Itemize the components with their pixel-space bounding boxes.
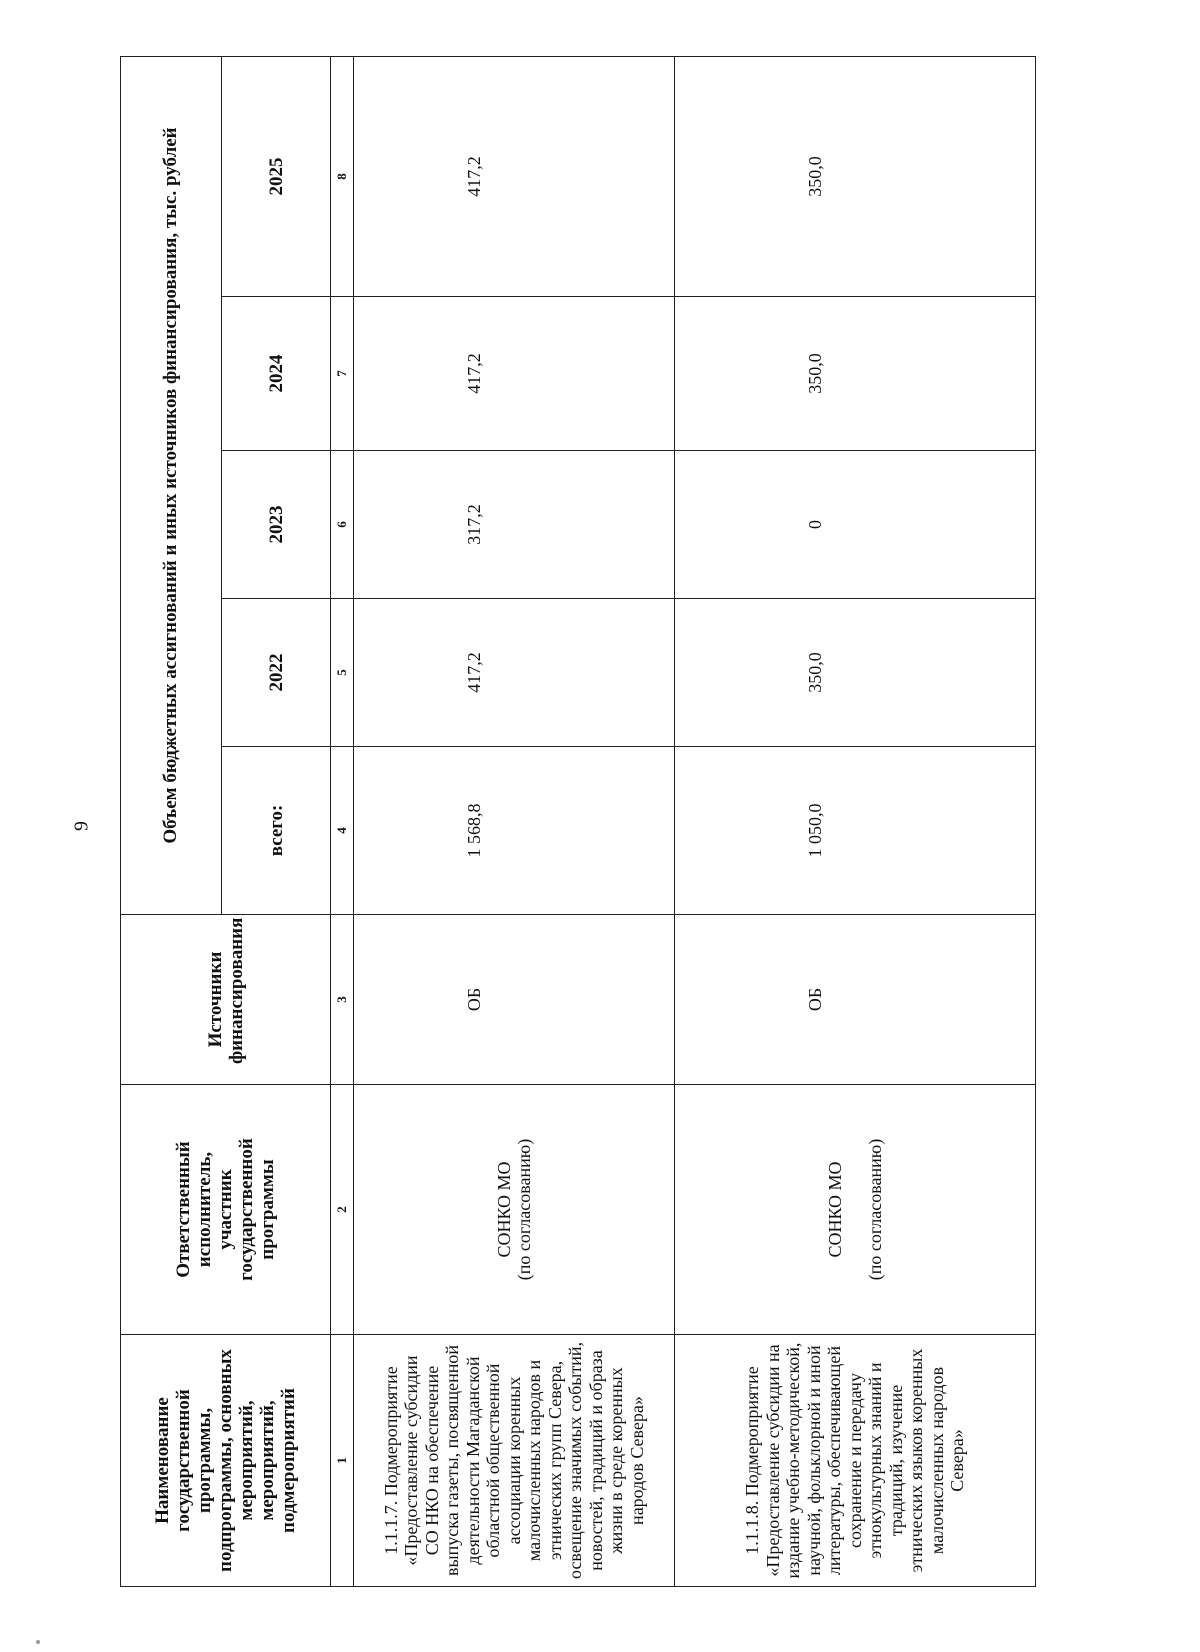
header-sources: Источники финансирования: [121, 915, 331, 1085]
page-number: 9: [70, 821, 93, 831]
row-name: 1.1.1.8. Подмероприятие «Предоставление субсидии на издание учебно-методической, научной, фольклорной и иной литературы, обеспечивающей сохранение и передачу этнокультурных знаний и традиций, изучение этнических языков коренных малочисленных народов Севера»: [675, 1335, 1036, 1587]
header-year-2025: 2025: [222, 56, 331, 296]
row-total-value: 1 050,0: [804, 803, 825, 858]
row-2022-value: 417,2: [463, 652, 484, 693]
row-executor-gap: [855, 1085, 865, 1334]
column-number: 7: [331, 297, 354, 451]
budget-table-sheet: [120, 57, 1155, 1587]
row-executor-note: (по согласованию): [514, 1138, 534, 1281]
table-row: [354, 56, 675, 1586]
column-number: 4: [331, 747, 354, 915]
header-name: Наименование государственной программы, подпрограммы, основных мероприятий, мероприятий, подмероприятий: [121, 1335, 331, 1587]
row-executor: [675, 1085, 1036, 1335]
row-2023-value: 317,2: [463, 504, 484, 545]
row-total: [354, 747, 675, 915]
row-2023: [354, 451, 675, 599]
row-2023-value: 0: [804, 520, 825, 529]
row-2024: [675, 297, 1036, 451]
row-total-value: 1 568,8: [463, 803, 484, 858]
header-year-2023: 2023: [222, 451, 331, 599]
column-number: 2: [331, 1085, 354, 1335]
row-2023: [675, 451, 1036, 599]
row-name: 1.1.1.7. Подмероприятие «Предоставление субсидии СО НКО на обеспечение выпуска газеты, посвященной деятельности Магаданской областной общественной ассоциации коренных малочисленных народов и этнических групп Севера, освещение значимых событий, новостей, традиций и образа жизни в среде коренных народов Севера»: [354, 1335, 675, 1587]
row-2022: [675, 599, 1036, 747]
row-2025: [675, 56, 1036, 296]
row-executor: [354, 1085, 675, 1335]
row-executor-name: СОНКО МО: [493, 1161, 514, 1258]
row-total: [675, 747, 1036, 915]
row-executor-note: (по согласованию): [865, 1138, 885, 1281]
column-number: 1: [331, 1335, 354, 1587]
row-source: [675, 915, 1036, 1085]
header-year-2022: 2022: [222, 599, 331, 747]
header-executor: Ответственный исполнитель, участник государственной программы: [121, 1085, 331, 1335]
column-number: 5: [331, 599, 354, 747]
row-2024-value: 350,0: [804, 353, 825, 394]
header-year-2024: 2024: [222, 297, 331, 451]
header-volume: Объем бюджетных ассигнований и иных источников финансирования, тыс. рублей: [121, 56, 222, 914]
column-number: 8: [331, 56, 354, 296]
column-number: 3: [331, 915, 354, 1085]
row-2025-value: 350,0: [804, 156, 825, 197]
row-source: [354, 915, 675, 1085]
budget-table: [120, 56, 1036, 1587]
table-row: [675, 56, 1036, 1586]
row-2022-value: 350,0: [804, 652, 825, 693]
row-2024-value: 417,2: [463, 353, 484, 394]
column-number: 6: [331, 451, 354, 599]
row-2025-value: 417,2: [463, 156, 484, 197]
row-2022: [354, 599, 675, 747]
scan-artifact: [36, 1640, 40, 1644]
row-2025: [354, 56, 675, 296]
row-executor-gap: [845, 1085, 855, 1334]
header-total: всего:: [222, 747, 331, 915]
row-source-value: ОБ: [463, 987, 484, 1012]
row-2024: [354, 297, 675, 451]
row-executor-name: СОНКО МО: [824, 1161, 845, 1258]
row-source-value: ОБ: [804, 987, 825, 1012]
